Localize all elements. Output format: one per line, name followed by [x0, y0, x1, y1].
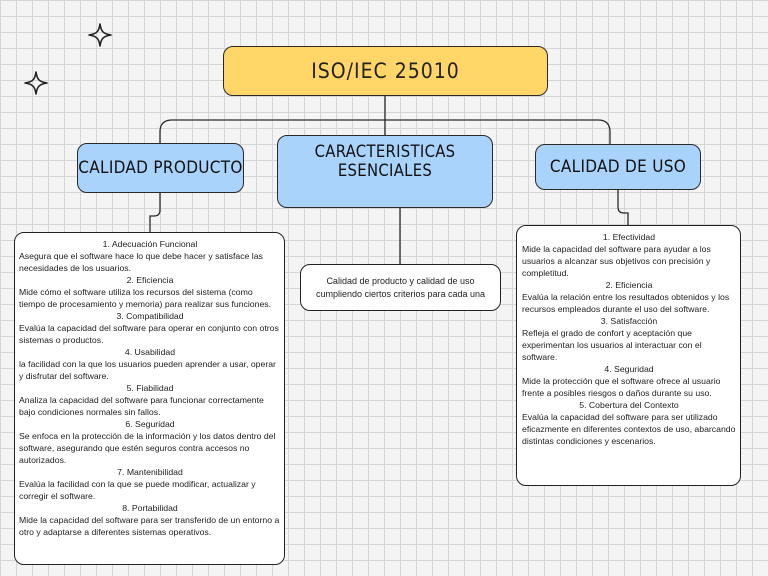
essential-characteristics-description — [300, 264, 501, 311]
list-item: 7. Mantenibilidad Evalúa la facilidad con la que se puede modificar, actualizar y corregir el software. — [19, 467, 256, 501]
sparkle-icon — [88, 23, 112, 47]
list-item: 4. Seguridad Mide la protección que el software ofrece al usuario frente a posibles riesgos o daños durante su uso. — [522, 364, 721, 398]
list-item: 3. Satisfacción Refleja el grado de confort y aceptación que experimentan los usuarios al interactuar con el software. — [522, 316, 702, 362]
list-item: 2. Eficiencia Evalúa la relación entre los resultados obtenidos y los recursos empleados durante el uso del software. — [522, 280, 730, 314]
connector-left-desc — [150, 193, 160, 232]
list-item: 2. Eficiencia Mide cómo el software utiliza los recursos del sistema (como tiempo de procesamiento y memoria) para realizar sus funciones. — [19, 275, 272, 309]
list-item: 5. Cobertura del Contexto Evalúa la capacidad del software para ser utilizado eficazmente en diferentes contextos de uso, abarcando distintas condiciones y escenarios. — [522, 400, 736, 446]
sparkle-icon — [24, 71, 48, 95]
product-quality-description — [14, 232, 285, 565]
list-item: 3. Compatibilidad Evalúa la capacidad del software para operar en conjunto con otros sistemas o productos. — [19, 311, 279, 345]
connector-right-desc — [618, 190, 628, 225]
branch-caracteristicas-esenciales: CARACTERISTICAS ESENCIALES — [277, 135, 493, 208]
connector-to-right — [598, 120, 610, 144]
list-item: 1. Efectividad Mide la capacidad del software para ayudar a los usuarios a alcanzar sus objetivos con precisión y completitud. — [522, 232, 711, 278]
list-item: 6. Seguridad Se enfoca en la protección de la información y los datos dentro del software, asegurando que estén seguros contra accesos no autorizados. — [19, 419, 276, 465]
list-item: 5. Fiabilidad Analiza la capacidad del software para funcionar correctamente bajo condiciones normales sin fallos. — [19, 383, 264, 417]
list-item: 8. Portabilidad Mide la capacidad del software para ser transferido de un entorno a otro y adaptarse a diferentes sistemas operativos. — [19, 503, 280, 537]
connector-to-left — [160, 120, 172, 143]
quality-in-use-description — [516, 225, 741, 486]
list-item: 1. Adecuación Funcional Asegura que el software hace lo que debe hacer y satisface las necesidades de los usuarios. — [19, 239, 263, 273]
title-node: ISO/IEC 25010 — [223, 46, 548, 96]
branch-calidad-producto: CALIDAD PRODUCTO — [77, 143, 244, 193]
branch-calidad-de-uso: CALIDAD DE USO — [535, 144, 701, 190]
list-item: 4. Usabilidad la facilidad con la que los usuarios pueden aprender a usar, operar y disfrutar del software. — [19, 347, 276, 381]
middle-text: Calidad de producto y calidad de uso cumpliendo ciertos criterios para cada una — [315, 276, 486, 299]
